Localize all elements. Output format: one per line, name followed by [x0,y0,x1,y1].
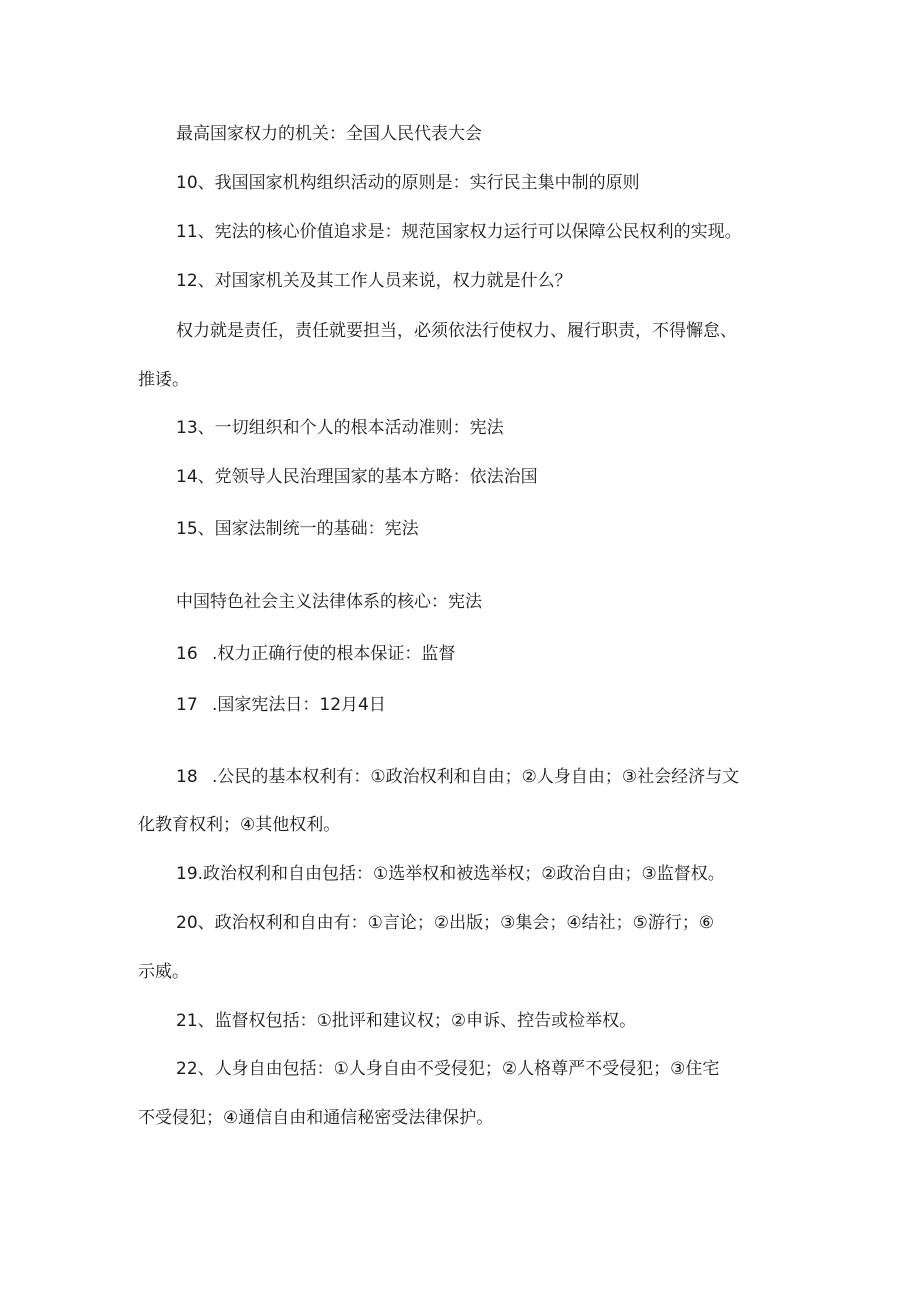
text-line: 20、政治权利和自由有：①言论；②出版；③集会；④结社；⑤游行；⑥ [176,913,715,933]
text-line [176,766,836,788]
text-line: 不受侵犯；④通信自由和通信秘密受法律保护。 [138,1108,494,1128]
item-text: .国家宪法日：12月4日 [212,695,386,715]
item-text: .权力正确行使的根本保证：监督 [212,644,456,664]
item-number: 18 [176,767,198,787]
text-line: 13、一切组织和个人的根本活动准则：宪法 [176,418,504,438]
text-line: 推诿。 [138,370,189,390]
item-number: 17 [176,695,198,715]
text-line: 19.政治权利和自由包括：①选举权和被选举权；②政治自由；③监督权。 [176,864,725,884]
text-line: 化教育权利；④其他权利。 [138,815,341,835]
text-line: 中国特色社会主义法律体系的核心：宪法 [176,592,482,612]
text-line: 10、我国国家机构组织活动的原则是：实行民主集中制的原则 [176,173,640,193]
text-line: 最高国家权力的机关：全国人民代表大会 [176,124,482,144]
text-line: 14、党领导人民治理国家的基本方略：依法治国 [176,467,538,487]
text-line: 21、监督权包括：①批评和建议权；②申诉、控告或检举权。 [176,1011,637,1031]
text-line: 22、人身自由包括：①人身自由不受侵犯；②人格尊严不受侵犯；③住宅 [176,1059,720,1079]
text-line: 15、国家法制统一的基础：宪法 [176,519,419,539]
text-line: 11、宪法的核心价值追求是：规范国家权力运行可以保障公民权利的实现。 [176,222,742,242]
text-line [176,643,836,665]
text-line: 示威。 [138,962,189,982]
text-line: 权力就是责任，责任就要担当，必须依法行使权力、履行职责，不得懈怠、 [176,321,737,341]
item-text: .公民的基本权利有：①政治权利和自由；②人身自由；③社会经济与文 [212,767,740,787]
item-number: 16 [176,644,198,664]
text-line: 12、对国家机关及其工作人员来说，权力就是什么？ [176,271,572,291]
text-line [176,694,836,716]
